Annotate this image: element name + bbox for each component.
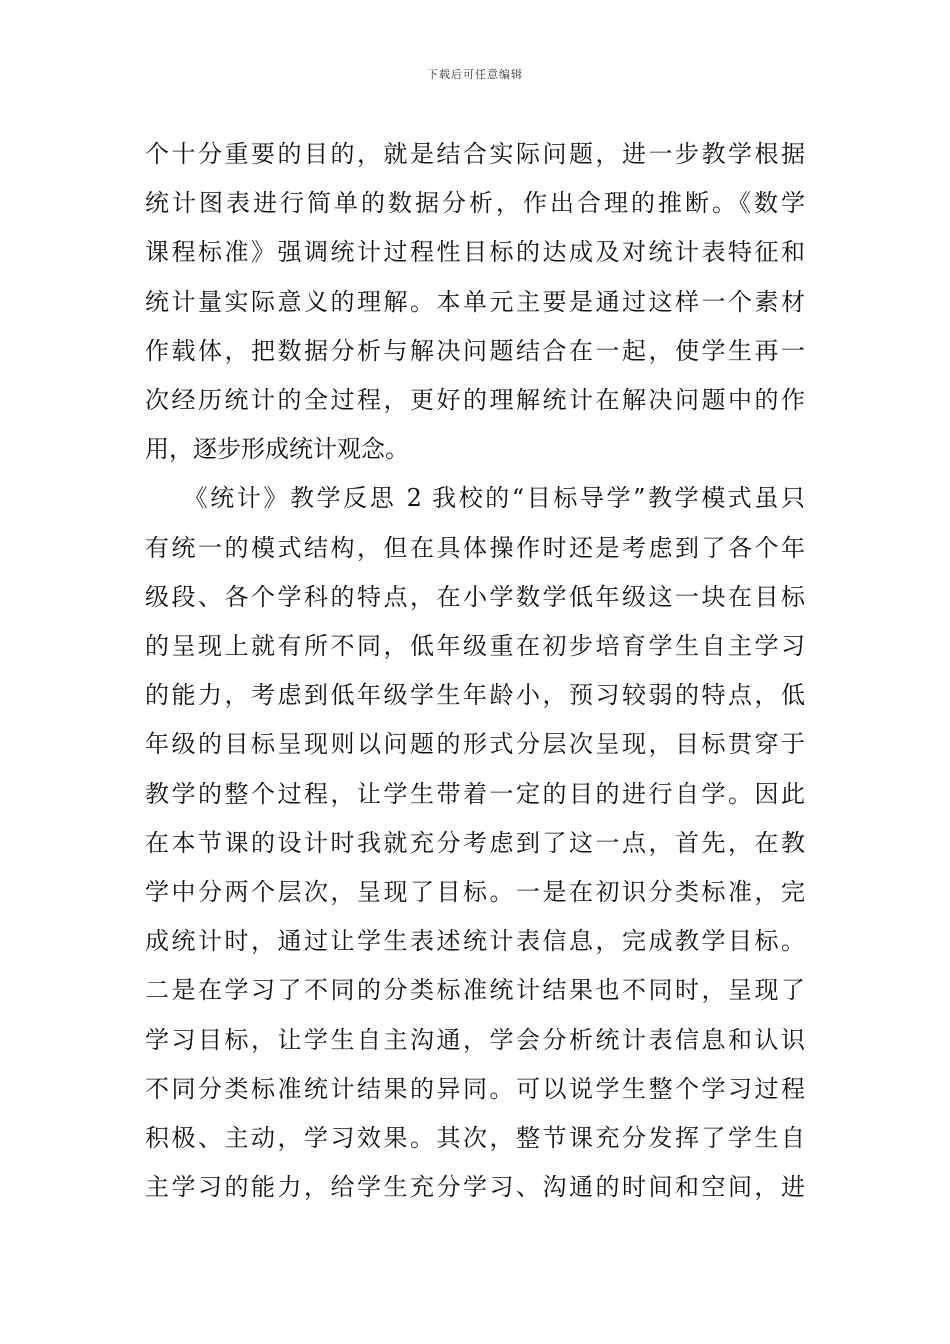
text-line: 的呈现上就有所不同，低年级重在初步培育学生自主学习 <box>145 632 805 661</box>
text-line: 用，逐步形成统计观念。 <box>145 435 409 464</box>
text-line: 在本节课的设计时我就充分考虑到了这一点，首先，在教 <box>145 828 805 857</box>
text-line: 的能力，考虑到低年级学生年龄小，预习较弱的特点，低 <box>145 681 805 710</box>
paragraph-2 <box>145 474 805 1212</box>
text-line: 次经历统计的全过程，更好的理解统计在解决问题中的作 <box>145 386 805 415</box>
text-line: 积极、主动，学习效果。其次，整节课充分发挥了学生自 <box>145 1124 805 1153</box>
text-line: 学习目标，让学生自主沟通，学会分析统计表信息和认识 <box>145 1025 805 1054</box>
text-line: 统计图表进行简单的数据分析，作出合理的推断。《数学 <box>145 189 805 218</box>
text-line-content: 《统计》教学反思 2 我校的“目标导学”教学模式虽只 <box>181 484 805 513</box>
text-line: 成统计时，通过让学生表述统计表信息，完成教学目标。 <box>145 927 805 956</box>
text-line: 个十分重要的目的，就是结合实际问题，进一步教学根据 <box>145 140 805 168</box>
text-line: 课程标准》强调统计过程性目标的达成及对统计表特征和 <box>145 238 805 267</box>
text-line: 教学的整个过程，让学生带着一定的目的进行自学。因此 <box>145 779 805 808</box>
text-line: 不同分类标准统计结果的异同。可以说学生整个学习过程 <box>145 1074 805 1103</box>
text-line: 作载体，把数据分析与解决问题结合在一起，使学生再一 <box>145 336 805 365</box>
text-line: 级段、各个学科的特点，在小学数学低年级这一块在目标 <box>145 582 805 611</box>
text-line: 学中分两个层次，呈现了目标。一是在初识分类标准，完 <box>145 878 805 907</box>
text-line-indented <box>145 474 805 523</box>
text-line: 统计量实际意义的理解。本单元主要是通过这样一个素材 <box>145 287 805 316</box>
text-line: 主学习的能力，给学生充分学习、沟通的时间和空间，进 <box>145 1173 805 1202</box>
document-body <box>145 130 805 1212</box>
page-header: 下载后可任意编辑 <box>427 68 523 81</box>
text-line: 有统一的模式结构，但在具体操作时还是考虑到了各个年 <box>145 533 805 562</box>
text-line: 二是在学习了不同的分类标准统计结果也不同时，呈现了 <box>145 976 805 1005</box>
text-line: 年级的目标呈现则以问题的形式分层次呈现，目标贯穿于 <box>145 730 805 759</box>
paragraph-1 <box>145 130 805 474</box>
